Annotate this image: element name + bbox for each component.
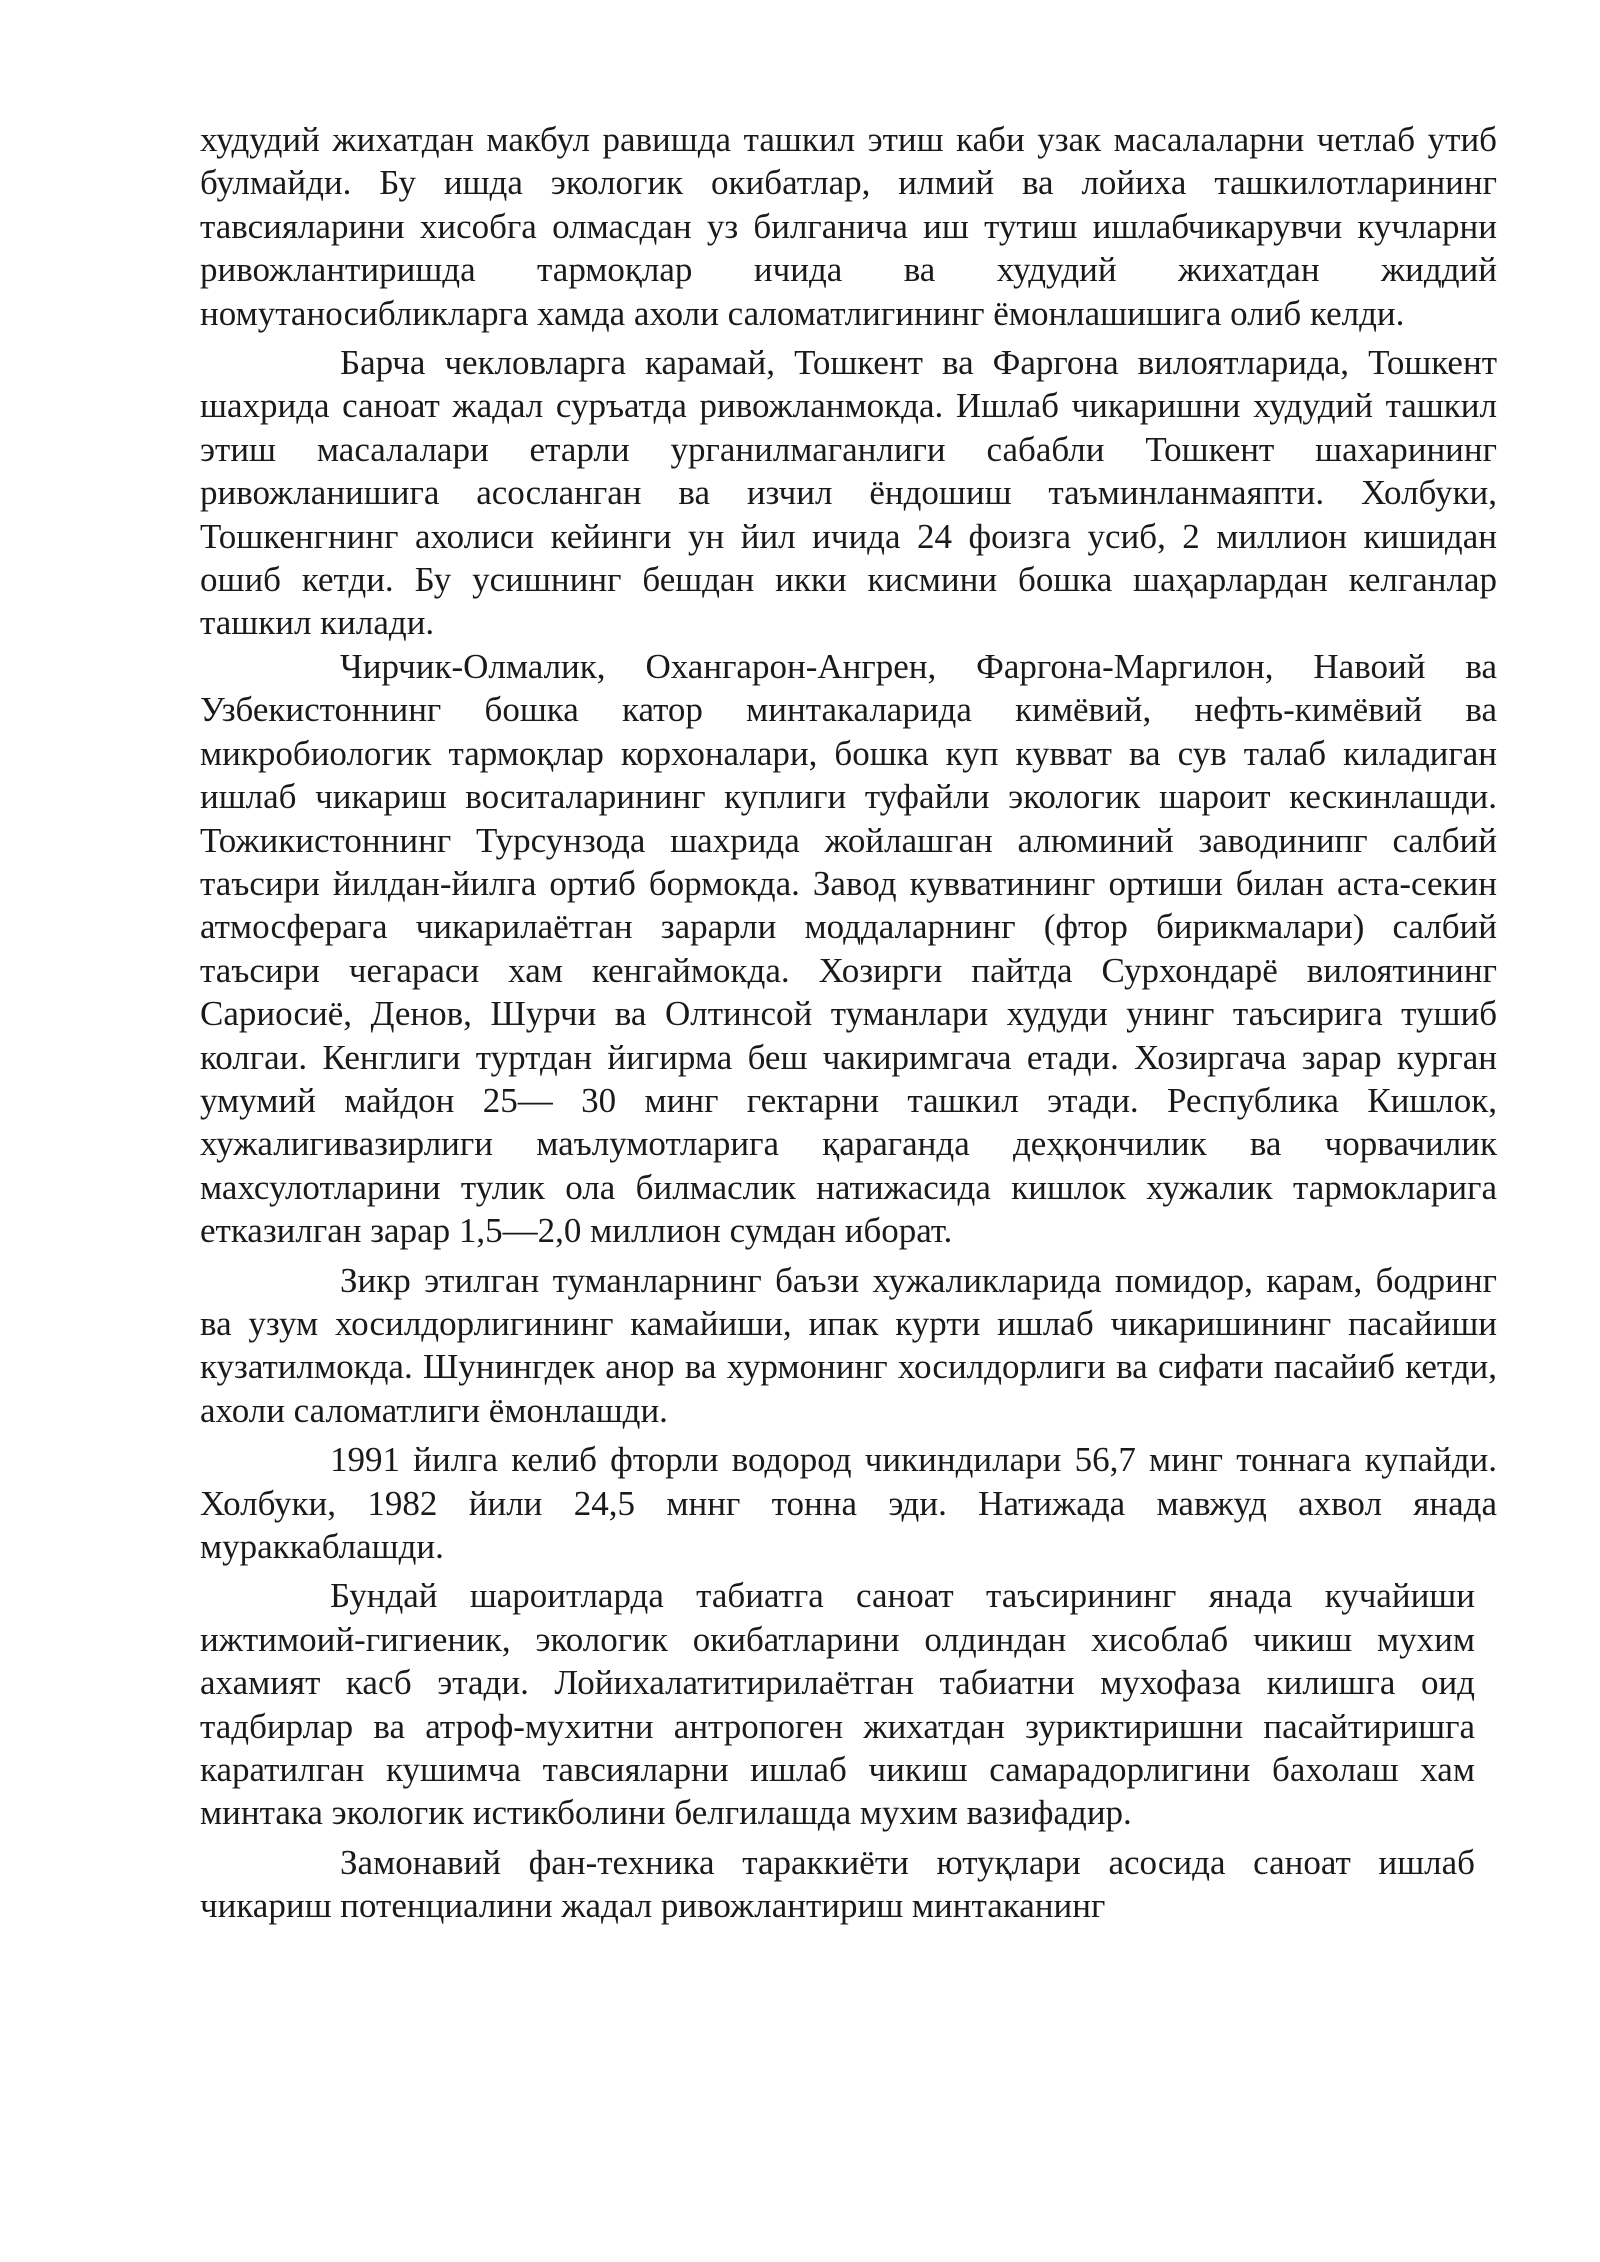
document-body	[200, 118, 1497, 1928]
paragraph-2: Барча чекловларга карамай, Тошкент ва Фаргона вилоятларида, Тошкент шахрида саноат жадал суръатда ривожланмокда. Ишлаб чикаришни худудий ташкил этиш масалалари етарли урганилмаганлиги сабабли Тошкент шахарининг ривожланишига асосланган ва изчил ёндошиш таъминланмаяпти. Холбуки, Тошкенгнинг ахолиси кейинги ун йил ичида 24 фоизга усиб, 2 миллион кишидан ошиб кетди. Бу усишнинг бешдан икки кисмини бошка шаҳарлардан келганлар ташкил килади.	[200, 343, 1497, 643]
paragraph-6: Бундай шароитларда табиатга саноат таъсирининг янада кучайиши ижтимоий-гигиеник, экологик окибатларини олдиндан хисоблаб чикиш мухим ахамият касб этади. Лойихалатитирилаётган табиатни мухофаза килишга оид тадбирлар ва атроф-мухитни антропоген жихатдан зуриктиришни пасайтиришга каратилган кушимча тавсияларни ишлаб чикиш самарадорлигини бахолаш хам минтака экологик истикболини белгилашда мухим вазифадир.	[200, 1576, 1475, 1833]
paragraph-3: Чирчик-Олмалик, Охангарон-Ангрен, Фаргона-Маргилон, Навоий ва Узбекистоннинг бошка катор минтакаларида кимёвий, нефть-кимёвий ва микробиологик тармоқлар корхоналари, бошка куп кувват ва сув талаб киладиган ишлаб чикариш воситаларининг куплиги туфайли экологик шароит кескинлашди. Тожикистоннинг Турсунзода шахрида жойлашган алюминий заводинипг салбий таъсири йилдан-йилга ортиб бормокда. Завод кувватининг ортиши билан аста-секин атмосферага чикарилаётган зарарли моддаларнинг (фтор бирикмалари) салбий таъсири чегараси хам кенгаймокда. Хозирги пайтда Сурхондарё вилоятининг Сариосиё, Денов, Шурчи ва Олтинсой туманлари худуди унинг таъсирига тушиб колгаи. Кенглиги туртдан йигирма беш чакиримгача етади. Хозиргача зарар курган умумий майдон 25— 30 минг гектарни ташкил этади. Республика Кишлок, хужалигивазирлиги маълумотларига қараганда деҳқончилик ва чорвачилик махсулотларини тулик ола билмаслик натижасида кишлок хужалик тармокларига етказилган зарар 1,5—2,0 миллион сумдан иборат.	[200, 646, 1497, 1251]
paragraph-4: Зикр этилган туманларнинг баъзи хужаликларида помидор, карам, бодринг ва узум хосилдорлигининг камайиши, ипак курти ишлаб чикаришининг пасайиши кузатилмокда. Шунингдек анор ва хурмонинг хосилдорлиги ва сифати пасайиб кетди, ахоли саломатлиги ёмонлашди.	[200, 1260, 1497, 1430]
paragraph-5: 1991 йилга келиб фторли водород чикиндилари 56,7 минг тоннага купайди. Холбуки, 1982 йили 24,5 мннг тонна эди. Натижада мавжуд ахвол янада мураккаблашди.	[200, 1440, 1497, 1566]
paragraph-1: худудий жихатдан макбул равишда ташкил этиш каби узак масалаларни четлаб утиб булмайди. Бу ишда экологик окибатлар, илмий ва лойиха ташкилотларининг тавсияларини хисобга олмасдан уз билганича иш тутиш ишлабчикарувчи кучларни ривожлантиришда тармоқлар ичида ва худудий жихатдан жиддий номутаносибликларга хамда ахоли саломатлигининг ёмонлашишига олиб келди.	[200, 120, 1497, 333]
paragraph-7: Замонавий фан-техника тараккиёти ютуқлари асосида саноат ишлаб чикариш потенциалини жадал ривожлантириш минтаканинг	[200, 1842, 1475, 1926]
